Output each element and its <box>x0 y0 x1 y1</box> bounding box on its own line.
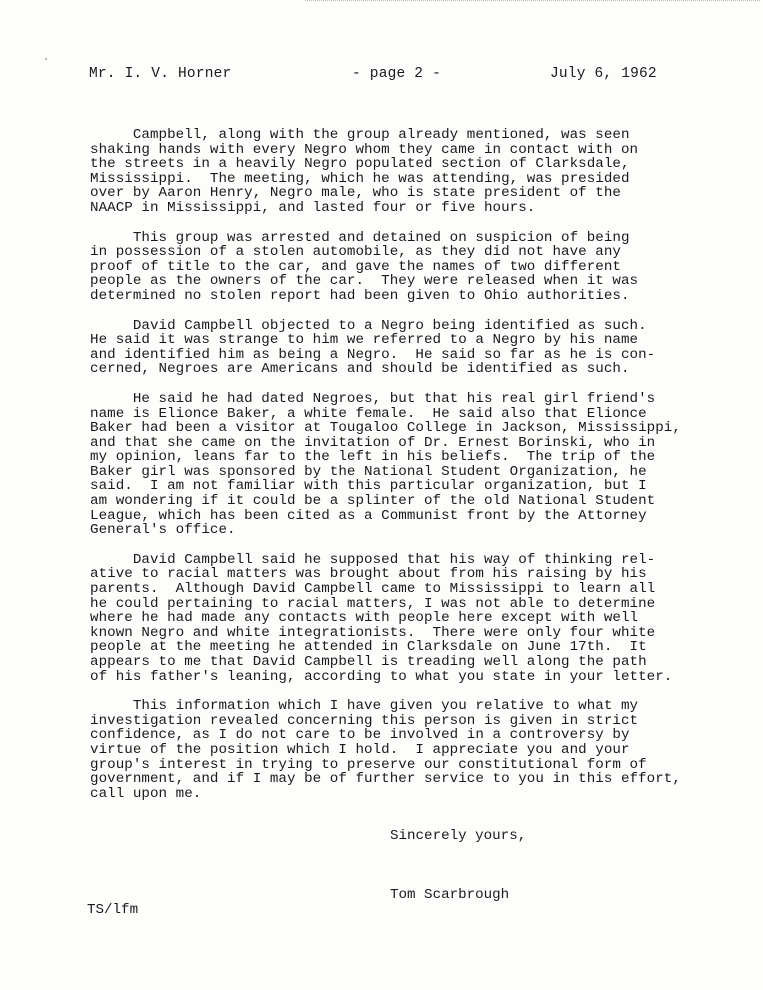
paragraph: This group was arrested and detained on suspicion of being in possession of a stolen automobile, as they did not have any proof of title to the car, and gave the names of two different people as the owners of the car. They were released when it was determined no stolen report had been given to Ohio authorities. <box>90 229 639 304</box>
signature-name: Tom Scarbrough <box>390 887 510 903</box>
header-addressee: Mr. I. V. Horner <box>89 66 232 82</box>
header-date: July 6, 1962 <box>550 66 657 82</box>
letter-body <box>90 128 710 816</box>
scan-edge-mark <box>305 0 760 2</box>
scan-speck <box>45 58 47 60</box>
paragraph: Campbell, along with the group already mentioned, was seen shaking hands with every Negro whom they came in contact with on the streets in a heavily Negro populated section of Clarksdale, Mississippi. The meeting, which he was attending, was presided over by Aaron Henry, Negro male, who is state president of the NAACP in Mississippi, and lasted four or five hours. <box>90 127 639 216</box>
paragraph: David Campbell said he supposed that his way of thinking rel- ative to racial matters was brought about from his raising by his parents. Although David Campbell came to Mississippi to learn all he could pertaining to racial matters, I was not able to determine where he had made any contacts with people here except with well known Negro and white integrationists. There were only four white people at the meeting he attended in Clarksdale on June 17th. It appears to me that David Campbell is treading well along the path of his father's leaning, according to what you state in your letter. <box>90 551 673 685</box>
header-page-number: - page 2 - <box>352 66 442 82</box>
typist-initials: TS/lfm <box>87 902 139 918</box>
paragraph: He said he had dated Negroes, but that his real girl friend's name is Elionce Baker, a white female. He said also that Elionce Baker had been a visitor at Tougaloo College in Jackson, Mississippi, and that she came on the invitation of Dr. Ernest Borinski, who in my opinion, leans far to the left in his beliefs. The trip of the Baker girl was sponsored by the National Student Organization, he said. I am not familiar with this particular organization, but I am wondering if it could be a splinter of the old National Student League, which has been cited as a Communist front by the Attorney General's office. <box>90 390 681 539</box>
closing-salutation: Sincerely yours, <box>390 828 527 844</box>
paragraph: David Campbell objected to a Negro being identified as such. He said it was strange to him we referred to a Negro by his name and identified him as being a Negro. He said so far as he is con- cerned, Negroes are Americans and should be identified as such. <box>90 317 656 378</box>
paragraph: This information which I have given you relative to what my investigation revealed concerning this person is given in strict confidence, as I do not care to be involved in a controversy by virtue of the position which I hold. I appreciate you and your group's interest in trying to preserve our constitutional form of government, and if I may be of further service to you in this effort, call upon me. <box>90 698 681 802</box>
